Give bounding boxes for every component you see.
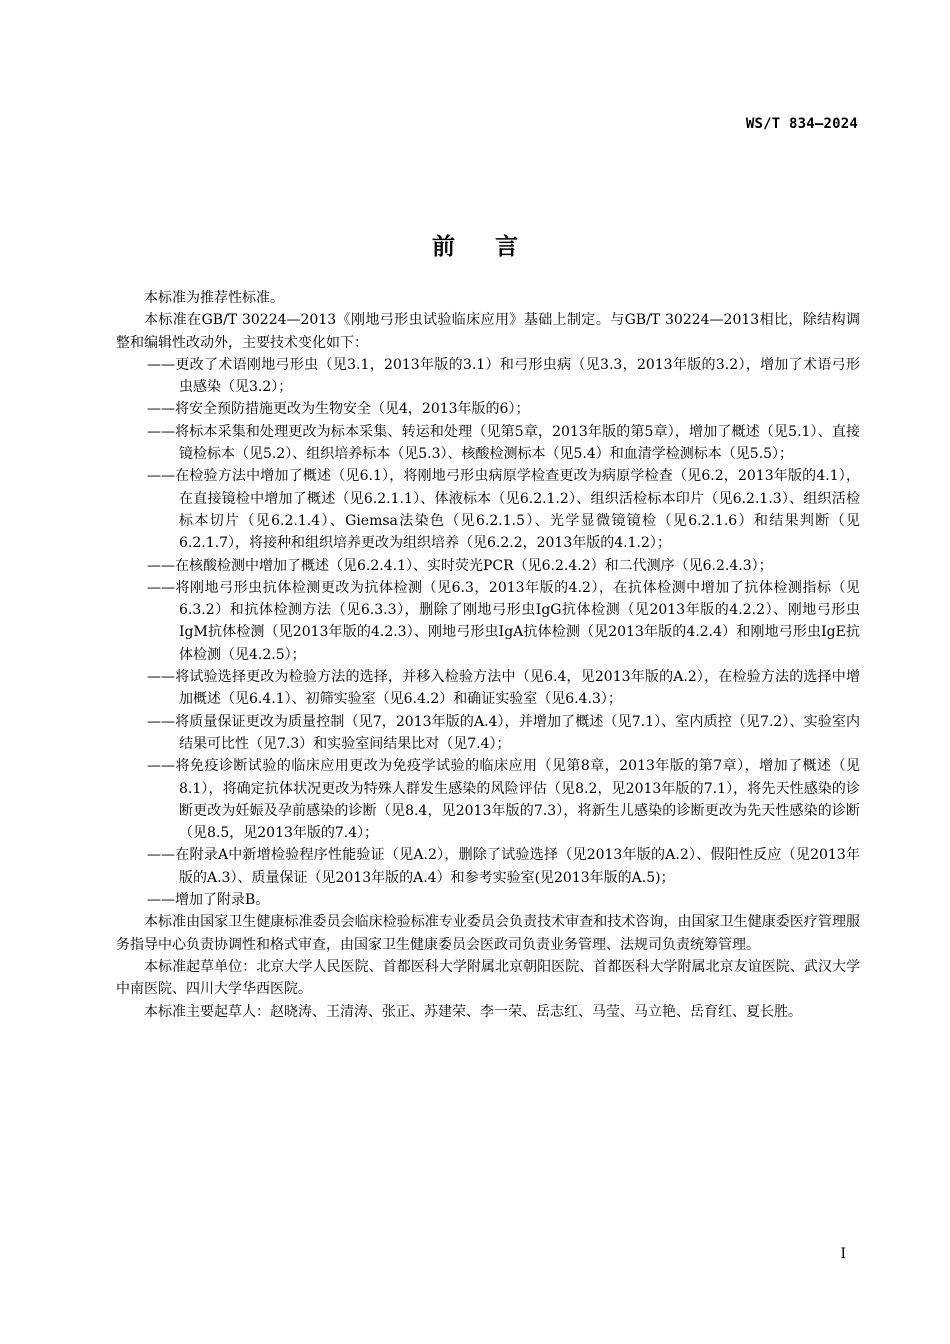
paragraph-drafting-units: 本标准起草单位：北京大学人民医院、首都医科大学附属北京朝阳医院、首都医科大学附属北京友谊医院、武汉大学中南医院、四川大学华西医院。 [116,958,860,998]
paragraph-drafters: 本标准主要起草人：赵晓涛、王清涛、张正、苏建荣、李一荣、岳志红、马莹、马立艳、岳育红、夏长胜。 [144,1003,802,1020]
change-item: ——将免疫诊断试验的临床应用更改为免疫学试验的临床应用（见第8章，2013年版的第7章），增加了概述（见8.1），将确定抗体状况更改为特殊人群发生感染的风险评估（见8.2，见2013年版的7.1），将先天性感染的诊断更改为妊娠及孕前感染的诊断（见8.4，见2013年版的7.3），将新生儿感染的诊断更改为先天性感染的诊断（见8.5，见2013年版的7.4）； [147,758,860,842]
change-item: ——在核酸检测中增加了概述（见6.2.4.1）、实时荧光PCR（见6.2.4.2）和二代测序（见6.2.4.3）； [147,557,773,574]
change-item: ——在附录A中新增检验程序性能验证（见A.2），删除了试验选择（见2013年版的A.2）、假阳性反应（见2013年版的A.3）、质量保证（见2013年版的A.4）和参考实验室(见2013年版的A.5)； [147,847,860,886]
change-item: ——更改了术语刚地弓形虫（见3.1，2013年版的3.1）和弓形虫病（见3.3，2013年版的3.2），增加了术语弓形虫感染（见3.2）； [147,356,860,396]
paragraph-responsibility: 本标准由国家卫生健康标准委员会临床检验标准专业委员会负责技术审查和技术咨询，由国家卫生健康委医疗管理服务指导中心负责协调性和格式审查，由国家卫生健康委员会医政司负责业务管理、法规司负责统筹管理。 [116,914,860,953]
change-item: ——增加了附录B。 [147,892,270,909]
paragraph-basis: 本标准在GB/T 30224—2013《刚地弓形虫试验临床应用》基础上制定。与GB/T 30224—2013相比，除结构调整和编辑性改动外，主要技术变化如下： [116,312,860,351]
body-text [116,287,860,1023]
change-item: ——将刚地弓形虫抗体检测更改为抗体检测（见6.3，2013年版的4.2），在抗体检测中增加了抗体检测指标（见6.3.2）和抗体检测方法（见6.3.3），删除了刚地弓形虫IgG抗体检测（见2013年版的4.2.2）、刚地弓形虫IgM抗体检测（见2013年版的4.2.3）、刚地弓形虫IgA抗体检测（见2013年版的4.2.4）和刚地弓形虫IgE抗体检测（见4.2.5）； [147,579,860,663]
change-item: ——将试验选择更改为检验方法的选择，并移入检验方法中（见6.4，见2013年版的A.2），在检验方法的选择中增加概述（见6.4.1）、初筛实验室（见6.4.2）和确证实验室（见6.4.3）； [147,669,860,708]
change-item: ——将标本采集和处理更改为标本采集、转运和处理（见第5章，2013年版的第5章），增加了概述（见5.1）、直接镜检标本（见5.2）、组织培养标本（见5.3）、核酸检测标本（见5.4）和血清学检测标本（见5.5）； [147,423,860,463]
change-item: ——将安全预防措施更改为生物安全（见4，2013年版的6）； [147,401,530,418]
change-item: ——在检验方法中增加了概述（见6.1），将刚地弓形虫病原学检查更改为病原学检查（见6.2，2013年版的4.1），在直接镜检中增加了概述（见6.2.1.1）、体液标本（见6.2.1.2）、组织活检标本印片（见6.2.1.3）、组织活检标本切片（见6.2.1.4）、Giemsa法染色（见6.2.1.5）、光学显微镜镜检（见6.2.1.6）和结果判断（见6.2.1.7），将接种和组织培养更改为组织培养（见6.2.2，2013年版的4.1.2）； [147,468,860,552]
paragraph-recommended: 本标准为推荐性标准。 [144,290,284,306]
page-number: I [840,1246,846,1262]
document-code: WS/T 834—2024 [745,116,858,132]
change-item: ——将质量保证更改为质量控制（见7，2013年版的A.4），并增加了概述（见7.1）、室内质控（见7.2）、实验室内结果可比性（见7.3）和实验室间结果比对（见7.4）； [147,713,860,752]
page-title: 前言 [432,234,558,260]
